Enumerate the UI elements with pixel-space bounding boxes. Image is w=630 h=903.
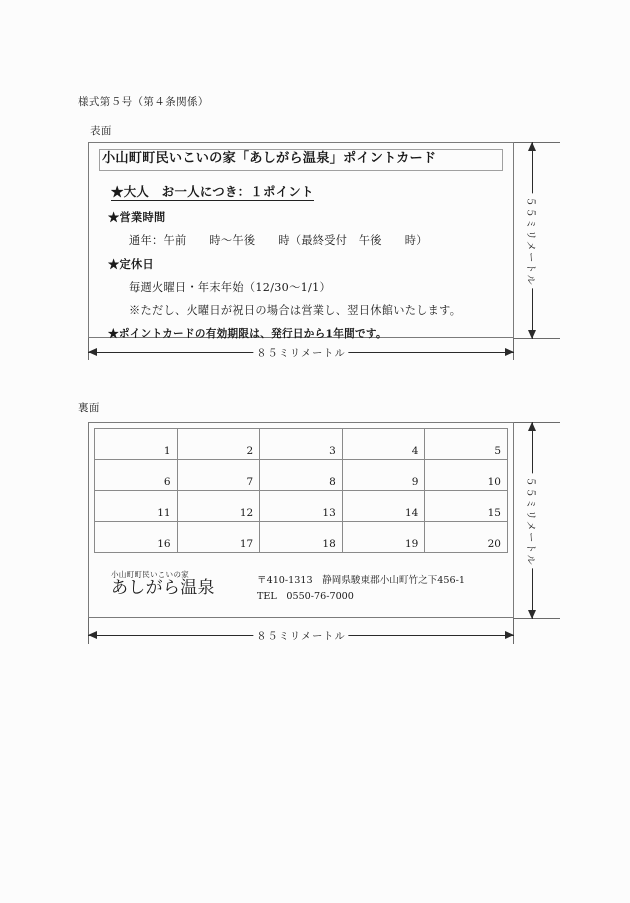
point-cell[interactable]: 1 [95, 429, 178, 460]
point-cell[interactable]: 8 [260, 460, 343, 491]
front-line-closed-heading: ★定休日 [108, 257, 154, 271]
point-cell[interactable]: 10 [425, 460, 508, 491]
point-cell[interactable]: 2 [177, 429, 260, 460]
front-width-dim-label: ８５ミリメートル [253, 345, 348, 360]
front-line-hours-detail: 通年：午前 時〜午後 時（最終受付 午後 時） [129, 234, 428, 247]
front-line-adult-point: ★大人 お一人につき：１ポイント [111, 184, 314, 199]
table-row [95, 491, 508, 522]
table-row [95, 429, 508, 460]
point-cell[interactable]: 20 [425, 522, 508, 553]
point-cell[interactable]: 4 [342, 429, 425, 460]
front-width-arrow-left [88, 348, 97, 356]
back-width-dimension [88, 627, 514, 643]
table-row [95, 460, 508, 491]
contact-block [257, 573, 465, 605]
point-cell[interactable]: 19 [342, 522, 425, 553]
table-row [95, 522, 508, 553]
front-line-closed-detail: 毎週火曜日・年末年始（12/30〜1/1） [129, 281, 331, 294]
telephone: TEL 0550-76-7000 [257, 590, 354, 602]
back-height-dimension [522, 422, 542, 619]
front-line-hours-heading: ★営業時間 [108, 210, 166, 224]
front-line-holiday-note: ※ただし、火曜日が祝日の場合は営業し、翌日休館いたします。 [129, 304, 462, 317]
brand-block [111, 571, 215, 597]
point-cell[interactable]: 9 [342, 460, 425, 491]
front-card [88, 142, 514, 338]
back-width-dim-label: ８５ミリメートル [253, 628, 348, 643]
point-cell[interactable]: 11 [95, 491, 178, 522]
point-cell[interactable]: 15 [425, 491, 508, 522]
point-stamp-grid-body [95, 429, 508, 553]
back-height-arrow-up [528, 422, 536, 431]
point-cell[interactable]: 12 [177, 491, 260, 522]
point-cell[interactable]: 13 [260, 491, 343, 522]
back-card [88, 422, 514, 618]
point-cell[interactable]: 18 [260, 522, 343, 553]
front-height-arrow-up [528, 142, 536, 151]
point-cell[interactable]: 16 [95, 522, 178, 553]
front-side-label: 表面 [90, 125, 112, 137]
back-height-dim-label: ５５ミリメートル [525, 473, 540, 568]
front-width-dimension [88, 344, 514, 360]
point-cell[interactable]: 14 [342, 491, 425, 522]
postal-address: 〒410-1313 静岡県駿東郡小山町竹之下456-1 [257, 575, 465, 586]
form-number: 様式第５号（第４条関係） [78, 96, 209, 108]
point-cell[interactable]: 6 [95, 460, 178, 491]
front-card-title: 小山町町民いこいの家「あしがら温泉」ポイントカード [99, 149, 503, 171]
front-width-arrow-right [505, 348, 514, 356]
back-side-label: 裏面 [78, 402, 100, 414]
point-cell[interactable]: 7 [177, 460, 260, 491]
point-cell[interactable]: 17 [177, 522, 260, 553]
point-stamp-grid [94, 428, 508, 553]
back-width-arrow-left [88, 631, 97, 639]
back-height-arrow-down [528, 610, 536, 619]
point-cell[interactable]: 3 [260, 429, 343, 460]
front-height-dimension [522, 142, 542, 339]
front-height-arrow-down [528, 330, 536, 339]
point-cell[interactable]: 5 [425, 429, 508, 460]
back-width-arrow-right [505, 631, 514, 639]
front-height-dim-label: ５５ミリメートル [525, 193, 540, 288]
brand-sub-name: 小山町町民いこいの家 [111, 570, 189, 579]
brand-name: あしがら温泉 [111, 577, 215, 598]
front-line-validity: ★ポイントカードの有効期限は、発行日から1年間です。 [108, 328, 387, 340]
